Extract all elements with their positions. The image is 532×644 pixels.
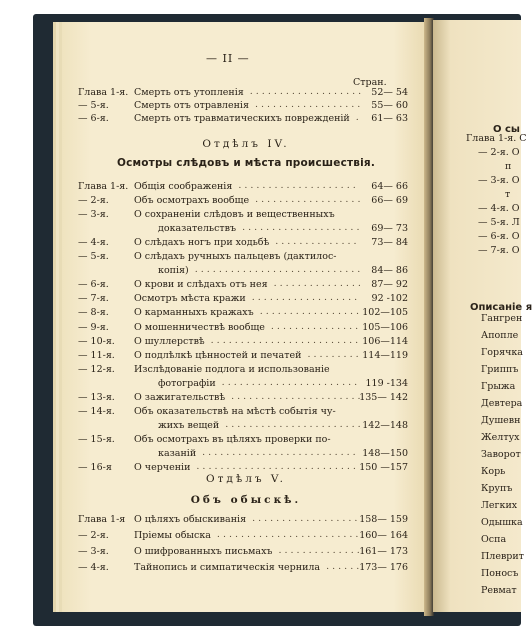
toc-chapter: — 12-я.	[78, 363, 115, 375]
section-title-4: Отдѣлъ IV.	[202, 138, 290, 150]
dot-leader: ....................	[242, 222, 363, 234]
toc-row	[78, 561, 408, 575]
dot-leader: ..............	[275, 236, 360, 248]
toc-chapter: — 3-я.	[78, 546, 109, 557]
toc-pages: 52— 54	[371, 87, 408, 98]
toc-row	[78, 180, 408, 194]
toc-title: Смерть отъ утопленія	[134, 87, 244, 98]
toc-row	[78, 335, 408, 349]
toc-pages: 61— 63	[371, 113, 408, 124]
toc-pages: 106—114	[362, 335, 408, 347]
toc-chapter: — 3-я.	[78, 209, 109, 221]
toc-chapter: — 5-я.	[78, 251, 109, 263]
right-page-subheading: Описаніе я	[470, 302, 532, 313]
right-page-index-word: Апопле	[481, 330, 519, 341]
right-page-index-word: Гриппъ	[481, 364, 519, 375]
toc-row	[78, 419, 408, 433]
toc-title: Объ осмотрахъ вообще	[134, 195, 250, 207]
toc-pages: 55— 60	[371, 100, 408, 111]
toc-chapter: — 6-я.	[78, 113, 109, 124]
dot-leader: ............................	[194, 264, 364, 276]
toc-chapter: Глава 1-я	[78, 514, 126, 525]
toc-title: фотографіи	[158, 377, 216, 389]
toc-title: копія)	[158, 265, 189, 277]
toc-title: казаній	[158, 447, 197, 459]
dot-leader: ......	[326, 561, 363, 572]
toc-title: Смерть отъ отравленія	[134, 100, 249, 111]
toc-chapter: — 4-я.	[78, 562, 109, 573]
toc-row	[78, 349, 408, 363]
toc-title: жихъ вещей	[158, 419, 220, 431]
toc-row	[78, 306, 408, 320]
toc-pages: 102—105	[362, 307, 408, 319]
right-page-toc-line: — 5-я. Л	[478, 217, 520, 228]
toc-pages: 148—150	[362, 447, 408, 459]
toc-pages: 84— 86	[371, 265, 408, 277]
right-page-toc-line: — 6-я. О	[478, 231, 520, 242]
toc-chapter: — 16-я	[78, 462, 112, 473]
toc-title: О зажигательствѣ	[134, 391, 226, 403]
right-page-index-word: Оспа	[481, 534, 507, 545]
toc-title: О слѣдахъ ногъ при ходьбѣ	[134, 237, 270, 249]
toc-row	[78, 278, 408, 292]
toc-chapter: — 6-я.	[78, 279, 109, 291]
toc-title: О цѣляхъ обыскиванія	[134, 514, 247, 525]
toc-title: О подлѣлкѣ цѣнностей и печатей	[134, 349, 302, 361]
toc-row	[78, 236, 408, 250]
toc-row	[78, 222, 408, 236]
toc-title: Объ осмотрахъ въ цѣляхъ проверки по-	[134, 433, 331, 445]
right-page	[433, 20, 532, 612]
right-page-index-word: Крупъ	[481, 483, 513, 494]
section-subtitle-5: Объ обыскѣ.	[190, 494, 302, 506]
right-page-toc-line: — 2-я. О	[478, 147, 520, 158]
toc-pages: 119 -134	[365, 377, 408, 389]
toc-row	[78, 513, 408, 527]
toc-row	[78, 112, 408, 126]
toc-row	[78, 264, 408, 278]
toc-title: О крови и слѣдахъ отъ нея	[134, 279, 268, 291]
toc-pages: 173— 176	[359, 562, 408, 573]
toc-title: О сохраненіи слѣдовъ и вещественныхъ	[134, 209, 335, 221]
toc-title: Объ оказательствѣ на мѣстѣ событія чу-	[134, 405, 336, 417]
dot-leader: ...............	[273, 278, 364, 290]
toc-pages: 135— 142	[359, 391, 408, 403]
toc-title: О мошенничествѣ вообще	[134, 321, 265, 333]
toc-row	[78, 86, 408, 100]
section-subtitle-4: Осмотры слѣдовъ и мѣста происшествія.	[116, 157, 376, 169]
toc-title: Смерть отъ травматическихъ поврежденій	[134, 113, 350, 124]
dot-leader: ...............	[270, 320, 362, 332]
right-page-index-word: Легких	[481, 500, 518, 511]
toc-chapter: — 4-я.	[78, 237, 109, 249]
toc-chapter: Глава 1-я.	[78, 181, 129, 192]
toc-pages: 87— 92	[371, 279, 408, 291]
dot-leader: ..................	[255, 194, 364, 206]
toc-row	[78, 208, 408, 222]
toc-title: О слѣдахъ ручныхъ пальцевъ (дактилоc-	[134, 251, 337, 263]
dot-leader: ..............	[278, 545, 363, 556]
toc-pages: 160— 164	[359, 530, 408, 541]
dot-leader: .........	[307, 348, 362, 360]
page-number: — II —	[206, 52, 250, 65]
right-page-toc-line: — 4-я. О	[478, 203, 520, 214]
right-page-index-word: Горячка	[481, 347, 523, 358]
dot-leader: .	[355, 112, 362, 123]
toc-row	[78, 405, 408, 419]
toc-row	[78, 250, 408, 264]
toc-chapter: — 11-я.	[78, 349, 115, 361]
toc-pages: 142—148	[362, 419, 408, 431]
dot-leader: .......................	[225, 418, 364, 430]
toc-chapter: Глава 1-я.	[78, 87, 129, 98]
toc-title: Осмотръ мѣста кражи	[134, 293, 246, 305]
right-page-index-word: Желтух	[481, 432, 520, 443]
toc-chapter: — 14-я.	[78, 405, 115, 417]
dot-leader: .................	[259, 306, 363, 318]
toc-row	[78, 363, 408, 377]
toc-title: Общія соображенія	[134, 181, 233, 192]
toc-chapter: — 7-я.	[78, 293, 109, 305]
toc-title: О шифрованныхъ письмахъ	[134, 546, 273, 557]
toc-title: О шуллерствѣ	[134, 335, 205, 347]
toc-title: О черченіи	[134, 462, 191, 473]
right-page-toc-line: т	[505, 189, 511, 200]
right-page-index-word: Заворот	[481, 449, 521, 460]
toc-row	[78, 447, 408, 461]
toc-pages: 69— 73	[371, 223, 408, 235]
right-page-toc-line: — 7-я. О	[478, 245, 520, 256]
dot-leader: ..........................	[202, 446, 359, 458]
right-page-toc-line: — 3-я. О	[478, 175, 520, 186]
toc-pages: 64— 66	[371, 181, 408, 192]
dot-leader: ......................	[231, 390, 364, 402]
dot-leader: ...................	[249, 86, 365, 97]
right-page-index-word: Поносъ	[481, 568, 519, 579]
toc-row	[78, 433, 408, 447]
right-page-index-word: Одышка	[481, 517, 523, 528]
right-page-index-word: Девтера	[481, 398, 523, 409]
dot-leader: .........................	[210, 334, 362, 346]
dot-leader: ...........................	[196, 461, 359, 472]
toc-row	[78, 529, 408, 543]
right-page-index-word: Гангрен	[481, 313, 523, 324]
toc-title: О карманныхъ кражахъ	[134, 307, 254, 319]
toc-row	[78, 321, 408, 335]
right-page-heading: О сы	[493, 124, 520, 135]
toc-chapter: — 13-я.	[78, 391, 115, 403]
toc-pages: 92 -102	[371, 293, 408, 305]
dot-leader: ..................	[254, 99, 364, 110]
right-page-index-word: Грыжа	[481, 381, 516, 392]
dot-leader: .......................	[221, 376, 361, 388]
right-page-index-word: Плеврит	[481, 551, 524, 562]
column-label-pages: Стран.	[353, 77, 387, 88]
toc-title: доказательствъ	[158, 223, 237, 235]
toc-chapter: — 9-я.	[78, 321, 109, 333]
section-title-5: Отдѣлъ V.	[206, 473, 286, 485]
dot-leader: ........................	[216, 529, 362, 540]
toc-pages: 66— 69	[371, 195, 408, 207]
dot-leader: ..................	[251, 292, 361, 304]
toc-row	[78, 194, 408, 208]
toc-row	[78, 292, 408, 306]
dot-leader: ..................	[252, 513, 361, 524]
toc-chapter: — 8-я.	[78, 307, 109, 319]
toc-row	[78, 99, 408, 113]
right-page-toc-line: Глава 1-я. С	[466, 133, 527, 144]
toc-pages: 158— 159	[359, 514, 408, 525]
toc-chapter: — 2-я.	[78, 530, 109, 541]
toc-title: Изслѣдованіе подлога и использованіе	[134, 363, 330, 375]
toc-chapter: — 10-я.	[78, 335, 115, 347]
toc-row	[78, 377, 408, 391]
toc-chapter: — 2-я.	[78, 195, 109, 207]
right-page-index-word: Душевн	[481, 415, 521, 426]
toc-title: Пріемы обыска	[134, 530, 211, 541]
toc-chapter: — 15-я.	[78, 433, 115, 445]
toc-row	[78, 391, 408, 405]
toc-title: Тайнопись и симпатическія чернила	[134, 562, 321, 573]
toc-pages: 114—119	[362, 349, 408, 361]
dot-leader: ....................	[238, 180, 359, 191]
toc-chapter: — 5-я.	[78, 100, 109, 111]
right-page-index-word: Корь	[481, 466, 506, 477]
toc-pages: 73— 84	[371, 237, 408, 249]
toc-pages: 161— 173	[359, 546, 408, 557]
toc-pages: 150 —157	[359, 462, 408, 473]
toc-pages: 105—106	[362, 321, 408, 333]
toc-row	[78, 545, 408, 559]
right-page-index-word: Ревмат	[481, 585, 517, 596]
right-page-toc-line: п	[505, 161, 512, 172]
